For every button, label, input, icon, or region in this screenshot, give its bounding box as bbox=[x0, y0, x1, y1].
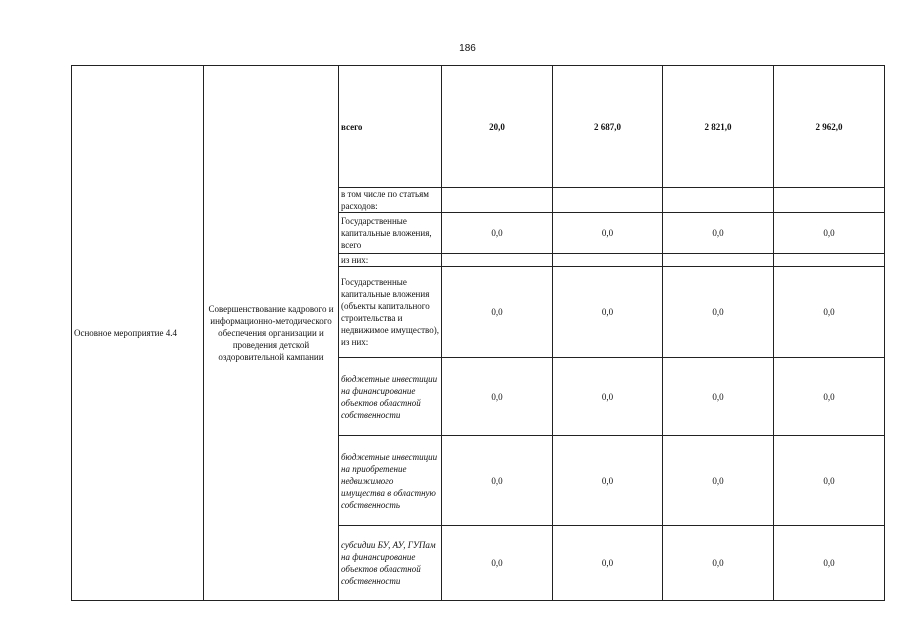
value-cell: 20,0 bbox=[442, 66, 553, 188]
row-label: в том числе по статьям расходов: bbox=[339, 188, 442, 213]
value-cell bbox=[442, 254, 553, 267]
row-label: Государственные капитальные вложения (объекты капитального строительства и недвижимое имущество), из них: bbox=[339, 267, 442, 358]
value-cell bbox=[553, 254, 663, 267]
row-label: Государственные капитальные вложения, всего bbox=[339, 213, 442, 254]
value-cell: 0,0 bbox=[774, 526, 885, 601]
value-cell bbox=[442, 188, 553, 213]
value-cell: 0,0 bbox=[663, 526, 774, 601]
value-cell: 0,0 bbox=[663, 436, 774, 526]
value-cell: 0,0 bbox=[553, 526, 663, 601]
value-cell bbox=[774, 254, 885, 267]
row-label: всего bbox=[339, 66, 442, 188]
value-cell: 0,0 bbox=[442, 267, 553, 358]
value-cell: 0,0 bbox=[774, 358, 885, 436]
page-number: 186 bbox=[459, 43, 476, 54]
value-cell: 2 821,0 bbox=[663, 66, 774, 188]
value-cell: 0,0 bbox=[442, 213, 553, 254]
value-cell bbox=[663, 188, 774, 213]
value-cell: 0,0 bbox=[663, 213, 774, 254]
table-row bbox=[72, 66, 885, 188]
value-cell: 0,0 bbox=[774, 213, 885, 254]
value-cell: 0,0 bbox=[774, 436, 885, 526]
value-cell: 0,0 bbox=[442, 436, 553, 526]
value-cell: 2 962,0 bbox=[774, 66, 885, 188]
value-cell bbox=[663, 254, 774, 267]
value-cell: 0,0 bbox=[553, 267, 663, 358]
row-label: из них: bbox=[339, 254, 442, 267]
value-cell: 0,0 bbox=[663, 358, 774, 436]
value-cell: 0,0 bbox=[442, 526, 553, 601]
value-cell bbox=[774, 188, 885, 213]
value-cell bbox=[553, 188, 663, 213]
measure-code: Основное мероприятие 4.4 bbox=[72, 66, 204, 601]
row-label: бюджетные инвестиции на приобретение недвижимого имущества в областную собственность bbox=[339, 436, 442, 526]
value-cell: 2 687,0 bbox=[553, 66, 663, 188]
value-cell: 0,0 bbox=[553, 436, 663, 526]
budget-table bbox=[71, 65, 885, 601]
value-cell: 0,0 bbox=[774, 267, 885, 358]
value-cell: 0,0 bbox=[553, 358, 663, 436]
measure-description: Совершенствование кадрового и информационно-методического обеспечения организации и проведения детской оздоровительной кампании bbox=[204, 66, 339, 601]
value-cell: 0,0 bbox=[553, 213, 663, 254]
value-cell: 0,0 bbox=[663, 267, 774, 358]
row-label: субсидии БУ, АУ, ГУПам на финансирование объектов областной собственности bbox=[339, 526, 442, 601]
row-label: бюджетные инвестиции на финансирование объектов областной собственности bbox=[339, 358, 442, 436]
value-cell: 0,0 bbox=[442, 358, 553, 436]
